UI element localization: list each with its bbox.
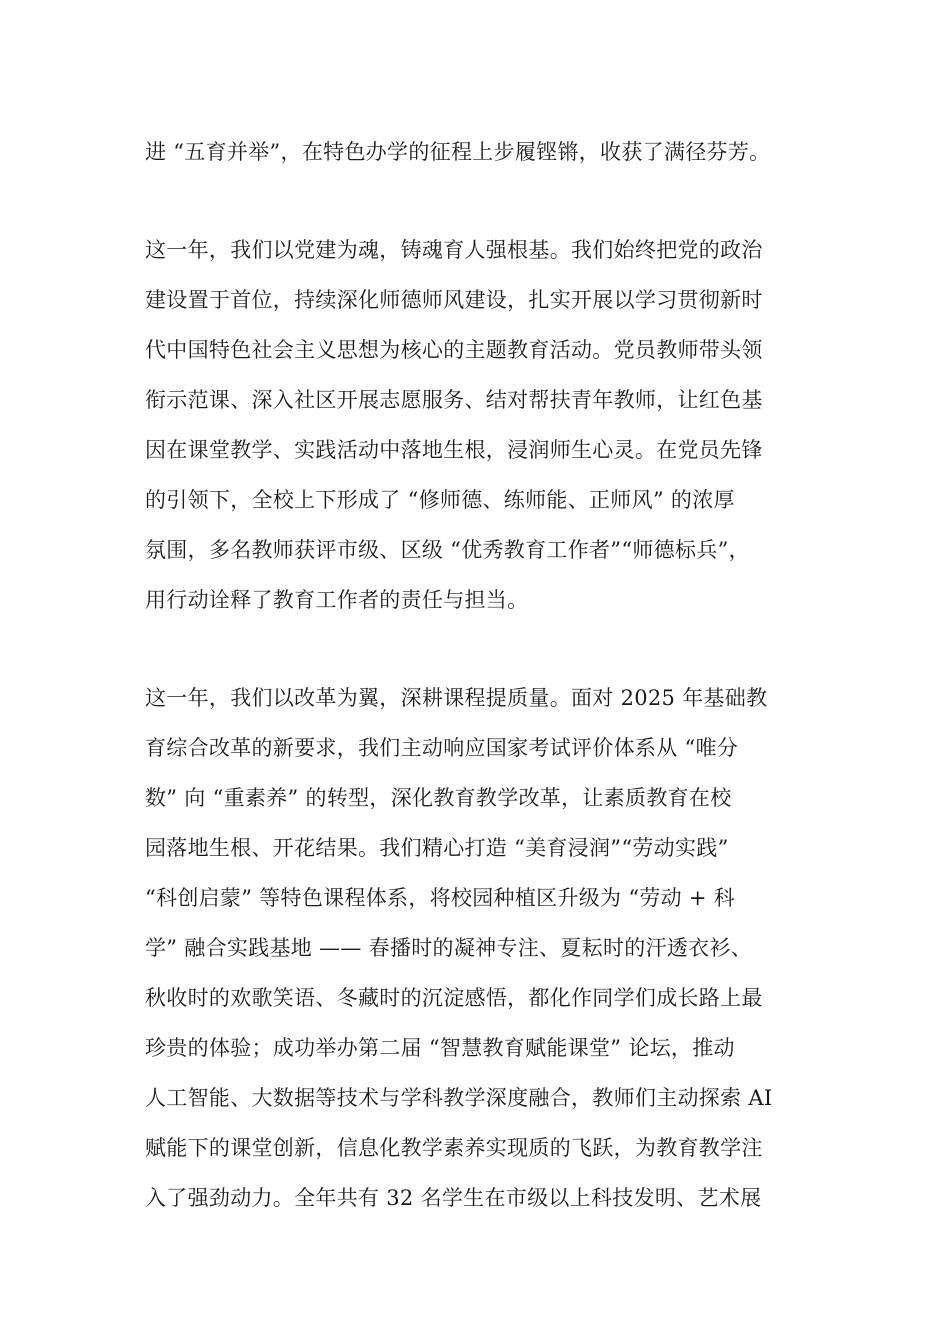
paragraph-3-line-6: 学” 融合实践基地 —— 春播时的凝神专注、夏耘时的汗透衣衫、 (145, 936, 753, 960)
paragraph-1-line-1: 进 “五育并举”，在特色办学的征程上步履铿锵，收获了满径芬芳。 (145, 140, 771, 164)
paragraph-2-line-2: 建设置于首位，持续深化师德师风建设，扎实开展以学习贯彻新时 (145, 288, 763, 312)
paragraph-2-line-3: 代中国特色社会主义思想为核心的主题教育活动。党员教师带头领 (145, 338, 763, 362)
paragraph-3-line-8: 珍贵的体验；成功举办第二届 “智慧教育赋能课堂” 论坛，推动 (145, 1036, 735, 1060)
paragraph-3-line-9: 人工智能、大数据等技术与学科教学深度融合，教师们主动探索 AI (145, 1086, 773, 1110)
paragraph-2-line-7: 氛围，多名教师获评市级、区级 “优秀教育工作者”“师德标兵”， (145, 538, 750, 562)
paragraph-2-line-1: 这一年，我们以党建为魂，铸魂育人强根基。我们始终把党的政治 (145, 238, 763, 262)
paragraph-3-line-10: 赋能下的课堂创新，信息化教学素养实现质的飞跃，为教育教学注 (145, 1136, 763, 1160)
paragraph-2-line-8: 用行动诠释了教育工作者的责任与担当。 (145, 588, 529, 612)
paragraph-3-line-3: 数” 向 “重素养” 的转型，深化教育教学改革，让素质教育在校 (145, 786, 732, 810)
paragraph-3-line-7: 秋收时的欢歌笑语、冬藏时的沉淀感悟，都化作同学们成长路上最 (145, 986, 763, 1010)
paragraph-2-line-5: 因在课堂教学、实践活动中落地生根，浸润师生心灵。在党员先锋 (145, 438, 763, 462)
paragraph-2-line-4: 衔示范课、深入社区开展志愿服务、结对帮扶青年教师，让红色基 (145, 388, 763, 412)
paragraph-2-line-6: 的引领下，全校上下形成了 “修师德、练师能、正师风” 的浓厚 (145, 488, 735, 512)
paragraph-3-line-2: 育综合改革的新要求，我们主动响应国家考试评价体系从 “唯分 (145, 736, 739, 760)
paragraph-3-line-1: 这一年，我们以改革为翼，深耕课程提质量。面对 2025 年基础教 (145, 686, 768, 710)
paragraph-3-line-5: “科创启蒙” 等特色课程体系，将校园种植区升级为 “劳动 + 科 (145, 886, 736, 910)
paragraph-3-line-4: 园落地生根、开花结果。我们精心打造 “美育浸润”“劳动实践” (145, 836, 729, 860)
paragraph-3-line-11: 入了强劲动力。全年共有 32 名学生在市级以上科技发明、艺术展 (145, 1186, 762, 1210)
